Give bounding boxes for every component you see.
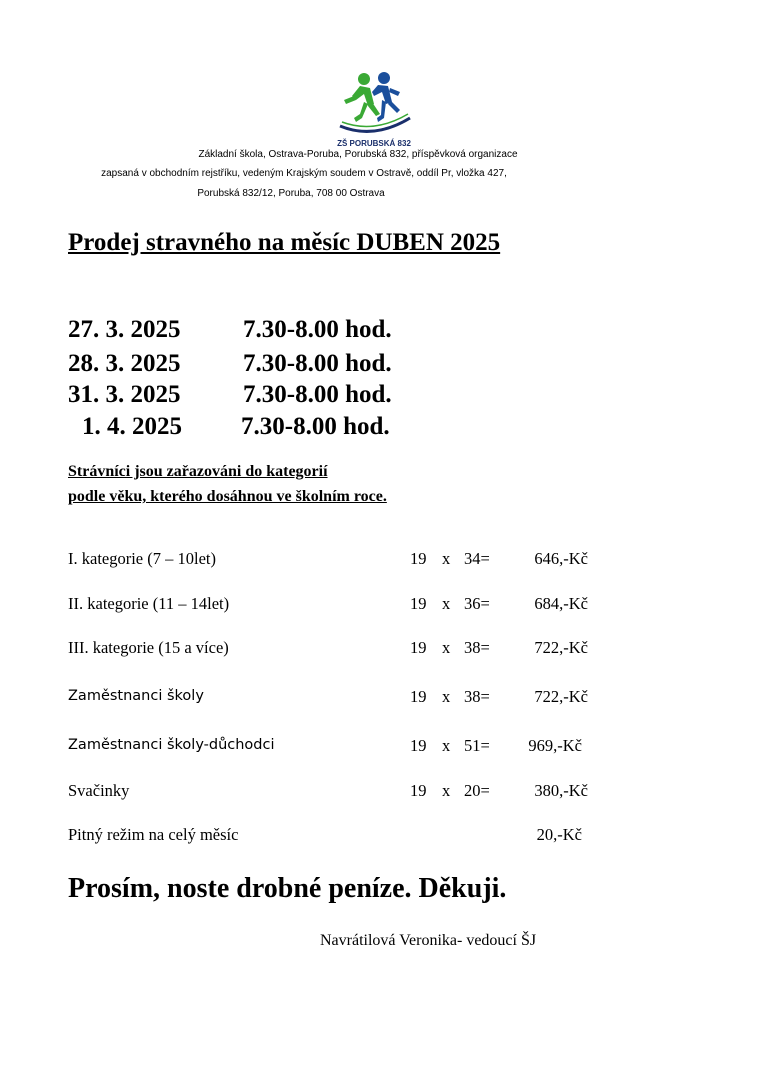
- price-label: III. kategorie (15 a více): [68, 638, 229, 657]
- sale-time: 7.30-8.00 hod.: [243, 381, 392, 408]
- date-row: [82, 413, 390, 441]
- price-rate: 36=: [464, 594, 490, 613]
- signature: Navrátilová Veronika- vedoucí ŠJ: [320, 932, 537, 949]
- price-times: x: [442, 687, 451, 706]
- price-days: 19: [410, 687, 427, 706]
- price-total: 684,-Kč: [534, 594, 588, 613]
- page-title: Prodej stravného na měsíc DUBEN 2025: [68, 229, 501, 256]
- price-total: 722,-Kč: [534, 638, 588, 657]
- price-row: [68, 687, 608, 709]
- category-note-line-1: Strávníci jsou zařazováni do kategorií: [68, 463, 328, 480]
- price-label: Zaměstnanci školy-důchodci: [68, 737, 275, 753]
- date-row: [68, 381, 392, 409]
- price-times: x: [442, 781, 451, 800]
- price-total: 646,-Kč: [534, 549, 588, 568]
- sale-date: 31. 3. 2025: [68, 381, 181, 408]
- sale-time: 7.30-8.00 hod.: [241, 413, 390, 440]
- price-rate: 38=: [464, 638, 490, 657]
- price-label: Svačinky: [68, 781, 130, 800]
- price-row: [68, 638, 608, 660]
- category-note: [68, 459, 387, 509]
- date-row: [68, 350, 392, 378]
- price-days: 19: [410, 638, 427, 657]
- price-label: Zaměstnanci školy: [68, 688, 204, 704]
- sale-time: 7.30-8.00 hod.: [243, 316, 392, 343]
- price-times: x: [442, 736, 451, 755]
- sale-date: 1. 4. 2025: [82, 413, 182, 440]
- price-label: II. kategorie (11 – 14let): [68, 594, 230, 613]
- price-rate: 20=: [464, 781, 490, 800]
- price-row: [68, 594, 608, 616]
- price-row: [68, 736, 608, 758]
- date-row: [68, 316, 392, 344]
- price-label: Pitný režim na celý měsíc: [68, 825, 239, 844]
- price-rate: 38=: [464, 687, 490, 706]
- category-note-line-2: podle věku, kterého dosáhnou ve školním roce.: [68, 488, 387, 505]
- price-days: 19: [410, 594, 427, 613]
- org-line-1: Základní škola, Ostrava-Poruba, Porubská 832, příspěvková organizace: [198, 149, 518, 160]
- org-line-2: zapsaná v obchodním rejstříku, vedeným Krajským soudem v Ostravě, oddíl Pr, vložka 427,: [101, 168, 507, 179]
- price-row: [68, 825, 608, 847]
- price-label: I. kategorie (7 – 10let): [68, 549, 216, 568]
- closing-note: Prosím, noste drobné peníze. Děkuji.: [68, 873, 507, 904]
- school-logo: [334, 70, 414, 148]
- sale-time: 7.30-8.00 hod.: [243, 350, 392, 377]
- price-rate: 34=: [464, 549, 490, 568]
- green-runner-icon: [344, 73, 380, 122]
- price-days: 19: [410, 549, 427, 568]
- org-line-3: Porubská 832/12, Poruba, 708 00 Ostrava: [197, 188, 385, 199]
- price-days: 19: [410, 736, 427, 755]
- price-total: 380,-Kč: [534, 781, 588, 800]
- price-total: 969,-Kč: [528, 736, 582, 755]
- logo-text: ZŠ PORUBSKÁ 832: [337, 139, 411, 148]
- price-times: x: [442, 594, 451, 613]
- price-total: 20,-Kč: [536, 825, 582, 844]
- sale-date: 27. 3. 2025: [68, 316, 181, 343]
- price-times: x: [442, 638, 451, 657]
- price-days: 19: [410, 781, 427, 800]
- price-times: x: [442, 549, 451, 568]
- sale-date: 28. 3. 2025: [68, 350, 181, 377]
- price-row: [68, 781, 608, 803]
- price-total: 722,-Kč: [534, 687, 588, 706]
- price-rate: 51=: [464, 736, 490, 755]
- price-row: [68, 549, 608, 571]
